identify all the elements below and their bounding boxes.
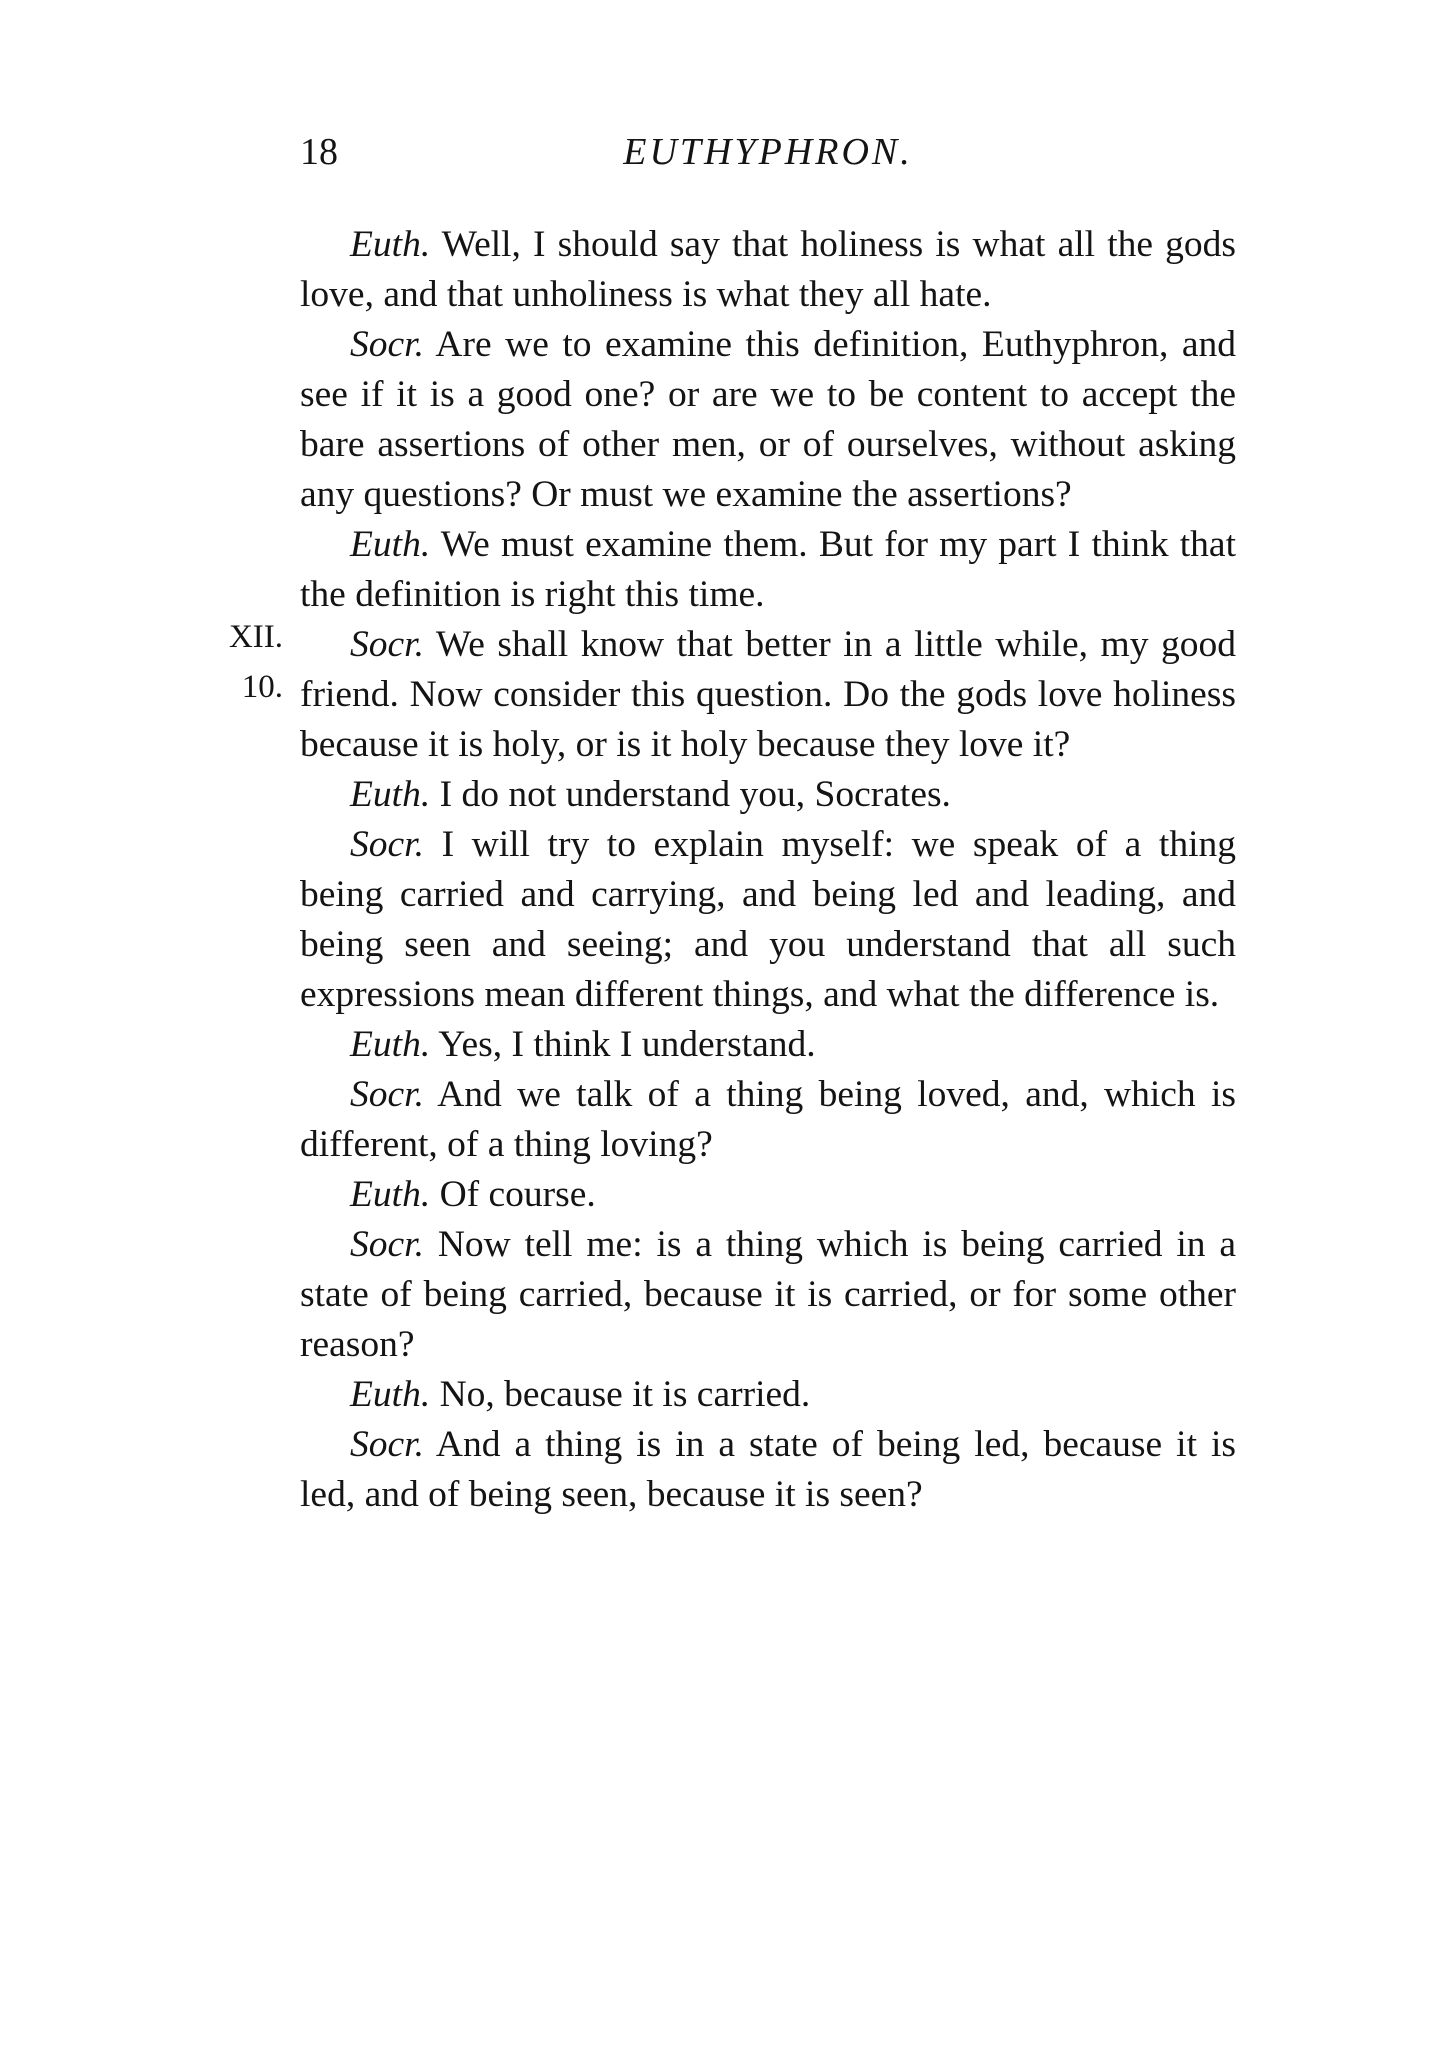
speech-text: No, because it is carried.	[439, 1374, 811, 1415]
speaker-label: Euth.	[350, 224, 431, 265]
speaker-label: Socr.	[350, 624, 424, 665]
speech-text: I do not understand you, Socrates.	[439, 774, 951, 815]
speaker-label: Socr.	[350, 1074, 424, 1115]
paragraph-9	[300, 1170, 1236, 1220]
speaker-label: Socr.	[350, 1424, 424, 1465]
speech-text: And a thing is in a state of being led, because it is led, and of being seen, because it is seen?	[300, 1424, 1236, 1515]
paragraph-1	[300, 220, 1236, 320]
paragraph-10	[300, 1220, 1236, 1370]
dialogue-text	[228, 220, 1237, 1520]
paragraph-7	[300, 1020, 1236, 1070]
speaker-label: Euth.	[350, 774, 431, 815]
speech-text: We shall know that better in a little while, my good friend. Now consider this question. Do the gods love holiness because it is holy, or is it holy because they love it?	[300, 624, 1237, 765]
speech-text: Of course.	[439, 1174, 596, 1215]
paragraph-11	[300, 1370, 1236, 1420]
paragraph-12	[300, 1420, 1236, 1520]
paragraph-3	[300, 520, 1236, 620]
speech-text: And we talk of a thing being loved, and, which is different, of a thing loving?	[300, 1074, 1237, 1165]
speech-text: We must examine them. But for my part I think that the definition is right this time.	[300, 524, 1236, 615]
speech-text: Now tell me: is a thing which is being carried in a state of being carried, because it is carried, or for some other reason?	[300, 1224, 1237, 1365]
speaker-label: Euth.	[350, 1374, 431, 1415]
speech-text: I will try to explain myself: we speak of a thing being carried and carrying, and being led and leading, and being seen and seeing; and you understand that all such expressions mean different things, and what the difference is.	[300, 824, 1236, 1015]
paragraph-4	[228, 619, 1237, 770]
speaker-label: Socr.	[350, 824, 424, 865]
speaker-label: Euth.	[350, 1174, 431, 1215]
page-header	[300, 130, 1236, 190]
speaker-label: Euth.	[350, 524, 431, 565]
speaker-label: Socr.	[350, 324, 424, 365]
margin-section-number: 10.	[241, 669, 283, 705]
paragraph-2	[300, 320, 1236, 520]
margin-chapter-number: XII.	[228, 619, 283, 655]
paragraph-6	[300, 820, 1236, 1020]
speaker-label: Euth.	[350, 1024, 431, 1065]
speech-text: Yes, I think I understand.	[438, 1024, 816, 1065]
speech-text: Well, I should say that holiness is what all the gods love, and that unholiness is what they all hate.	[300, 224, 1236, 315]
running-title: EUTHYPHRON.	[623, 131, 913, 173]
paragraph-5	[300, 770, 1236, 820]
page-number: 18	[300, 131, 338, 173]
paragraph-8	[300, 1070, 1236, 1170]
speaker-label: Socr.	[350, 1224, 424, 1265]
speech-text: Are we to examine this definition, Euthyphron, and see if it is a good one? or are we to be content to accept the bare assertions of other men, or of ourselves, without asking any questions? Or must we examine the assertions?	[300, 324, 1236, 515]
